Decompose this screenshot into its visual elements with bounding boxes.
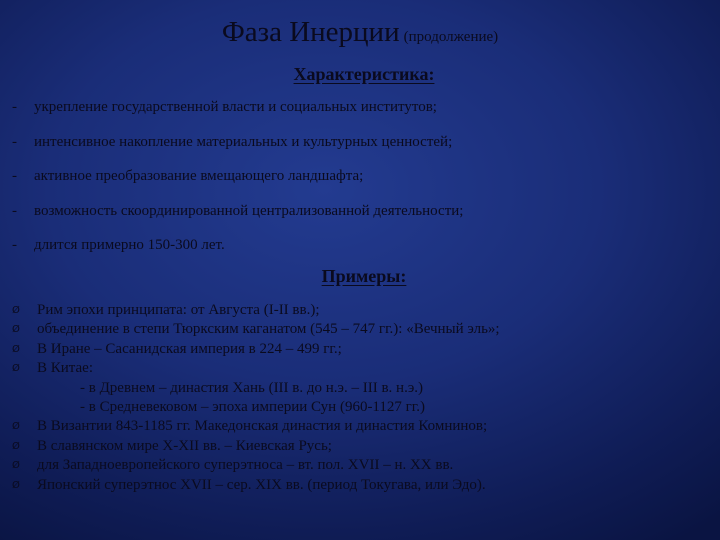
characteristic-text: укрепление государственной власти и социальных институтов; bbox=[34, 99, 437, 115]
characteristic-text: активное преобразование вмещающего ландшафта; bbox=[34, 168, 364, 184]
arrow-bullet-icon: Ø bbox=[12, 324, 20, 336]
dash-marker: - bbox=[12, 99, 17, 115]
example-item bbox=[12, 437, 712, 456]
characteristic-text: интенсивное накопление материальных и культурных ценностей; bbox=[34, 133, 453, 150]
example-text: В Византии 843-1185 гг. Македонская династия и династия Комнинов; bbox=[37, 418, 488, 435]
characteristic-item bbox=[12, 235, 712, 270]
slide-title bbox=[0, 16, 720, 49]
example-subitem bbox=[12, 379, 712, 398]
example-subitem bbox=[12, 398, 712, 417]
characteristic-text: возможность скоординированной централизованной деятельности; bbox=[34, 202, 464, 219]
dash-marker: - bbox=[12, 237, 17, 253]
arrow-bullet-icon: Ø bbox=[12, 421, 20, 433]
dash-marker: - bbox=[12, 133, 17, 150]
example-item bbox=[12, 417, 712, 436]
arrow-bullet-icon: Ø bbox=[12, 305, 20, 316]
example-item bbox=[12, 320, 712, 339]
example-text: Рим эпохи принципата: от Августа (I-II вв.); bbox=[37, 302, 320, 318]
examples-heading: Примеры: bbox=[321, 266, 407, 286]
example-text: для Западноевропейского суперэтноса – вт. пол. XVII – н. XX вв. bbox=[37, 457, 454, 474]
characteristic-item bbox=[12, 201, 712, 236]
arrow-bullet-icon: Ø bbox=[12, 363, 20, 375]
characteristics-heading: Характеристика: bbox=[293, 64, 435, 84]
characteristic-item bbox=[12, 97, 712, 132]
example-item bbox=[12, 476, 712, 495]
example-item bbox=[12, 359, 712, 378]
examples-list bbox=[12, 301, 712, 495]
characteristic-text: длится примерно 150-300 лет. bbox=[34, 237, 225, 253]
example-item bbox=[12, 456, 712, 475]
example-text: Японский суперэтнос XVII – сер. XIX вв. (период Токугава, или Эдо). bbox=[37, 476, 486, 493]
title-main: Фаза Инерции bbox=[221, 16, 400, 48]
arrow-bullet-icon: Ø bbox=[12, 440, 20, 452]
arrow-bullet-icon: Ø bbox=[12, 460, 20, 472]
example-text: В Китае: bbox=[37, 360, 94, 377]
example-subitem-text: - в Древнем – династия Хань (III в. до н.э. – III в. н.э.) bbox=[80, 379, 424, 396]
example-text: объединение в степи Тюркским каганатом (545 – 747 гг.): «Вечный эль»; bbox=[37, 321, 500, 338]
dash-marker: - bbox=[12, 168, 17, 184]
characteristic-item bbox=[12, 132, 712, 167]
example-item bbox=[12, 340, 712, 359]
arrow-bullet-icon: Ø bbox=[12, 479, 20, 491]
example-text: В Иране – Сасанидская империя в 224 – 499 гг.; bbox=[37, 340, 342, 357]
example-subitem-text: - в Средневековом – эпоха империи Сун (960-1127 гг.) bbox=[80, 398, 425, 415]
characteristic-item bbox=[12, 166, 712, 201]
arrow-bullet-icon: Ø bbox=[12, 343, 20, 355]
dash-marker: - bbox=[12, 202, 17, 219]
characteristics-list bbox=[12, 97, 712, 270]
title-subtitle: (продолжение) bbox=[403, 29, 499, 45]
example-item bbox=[12, 301, 712, 320]
example-text: В славянском мире X-XII вв. – Киевская Русь; bbox=[37, 437, 332, 454]
